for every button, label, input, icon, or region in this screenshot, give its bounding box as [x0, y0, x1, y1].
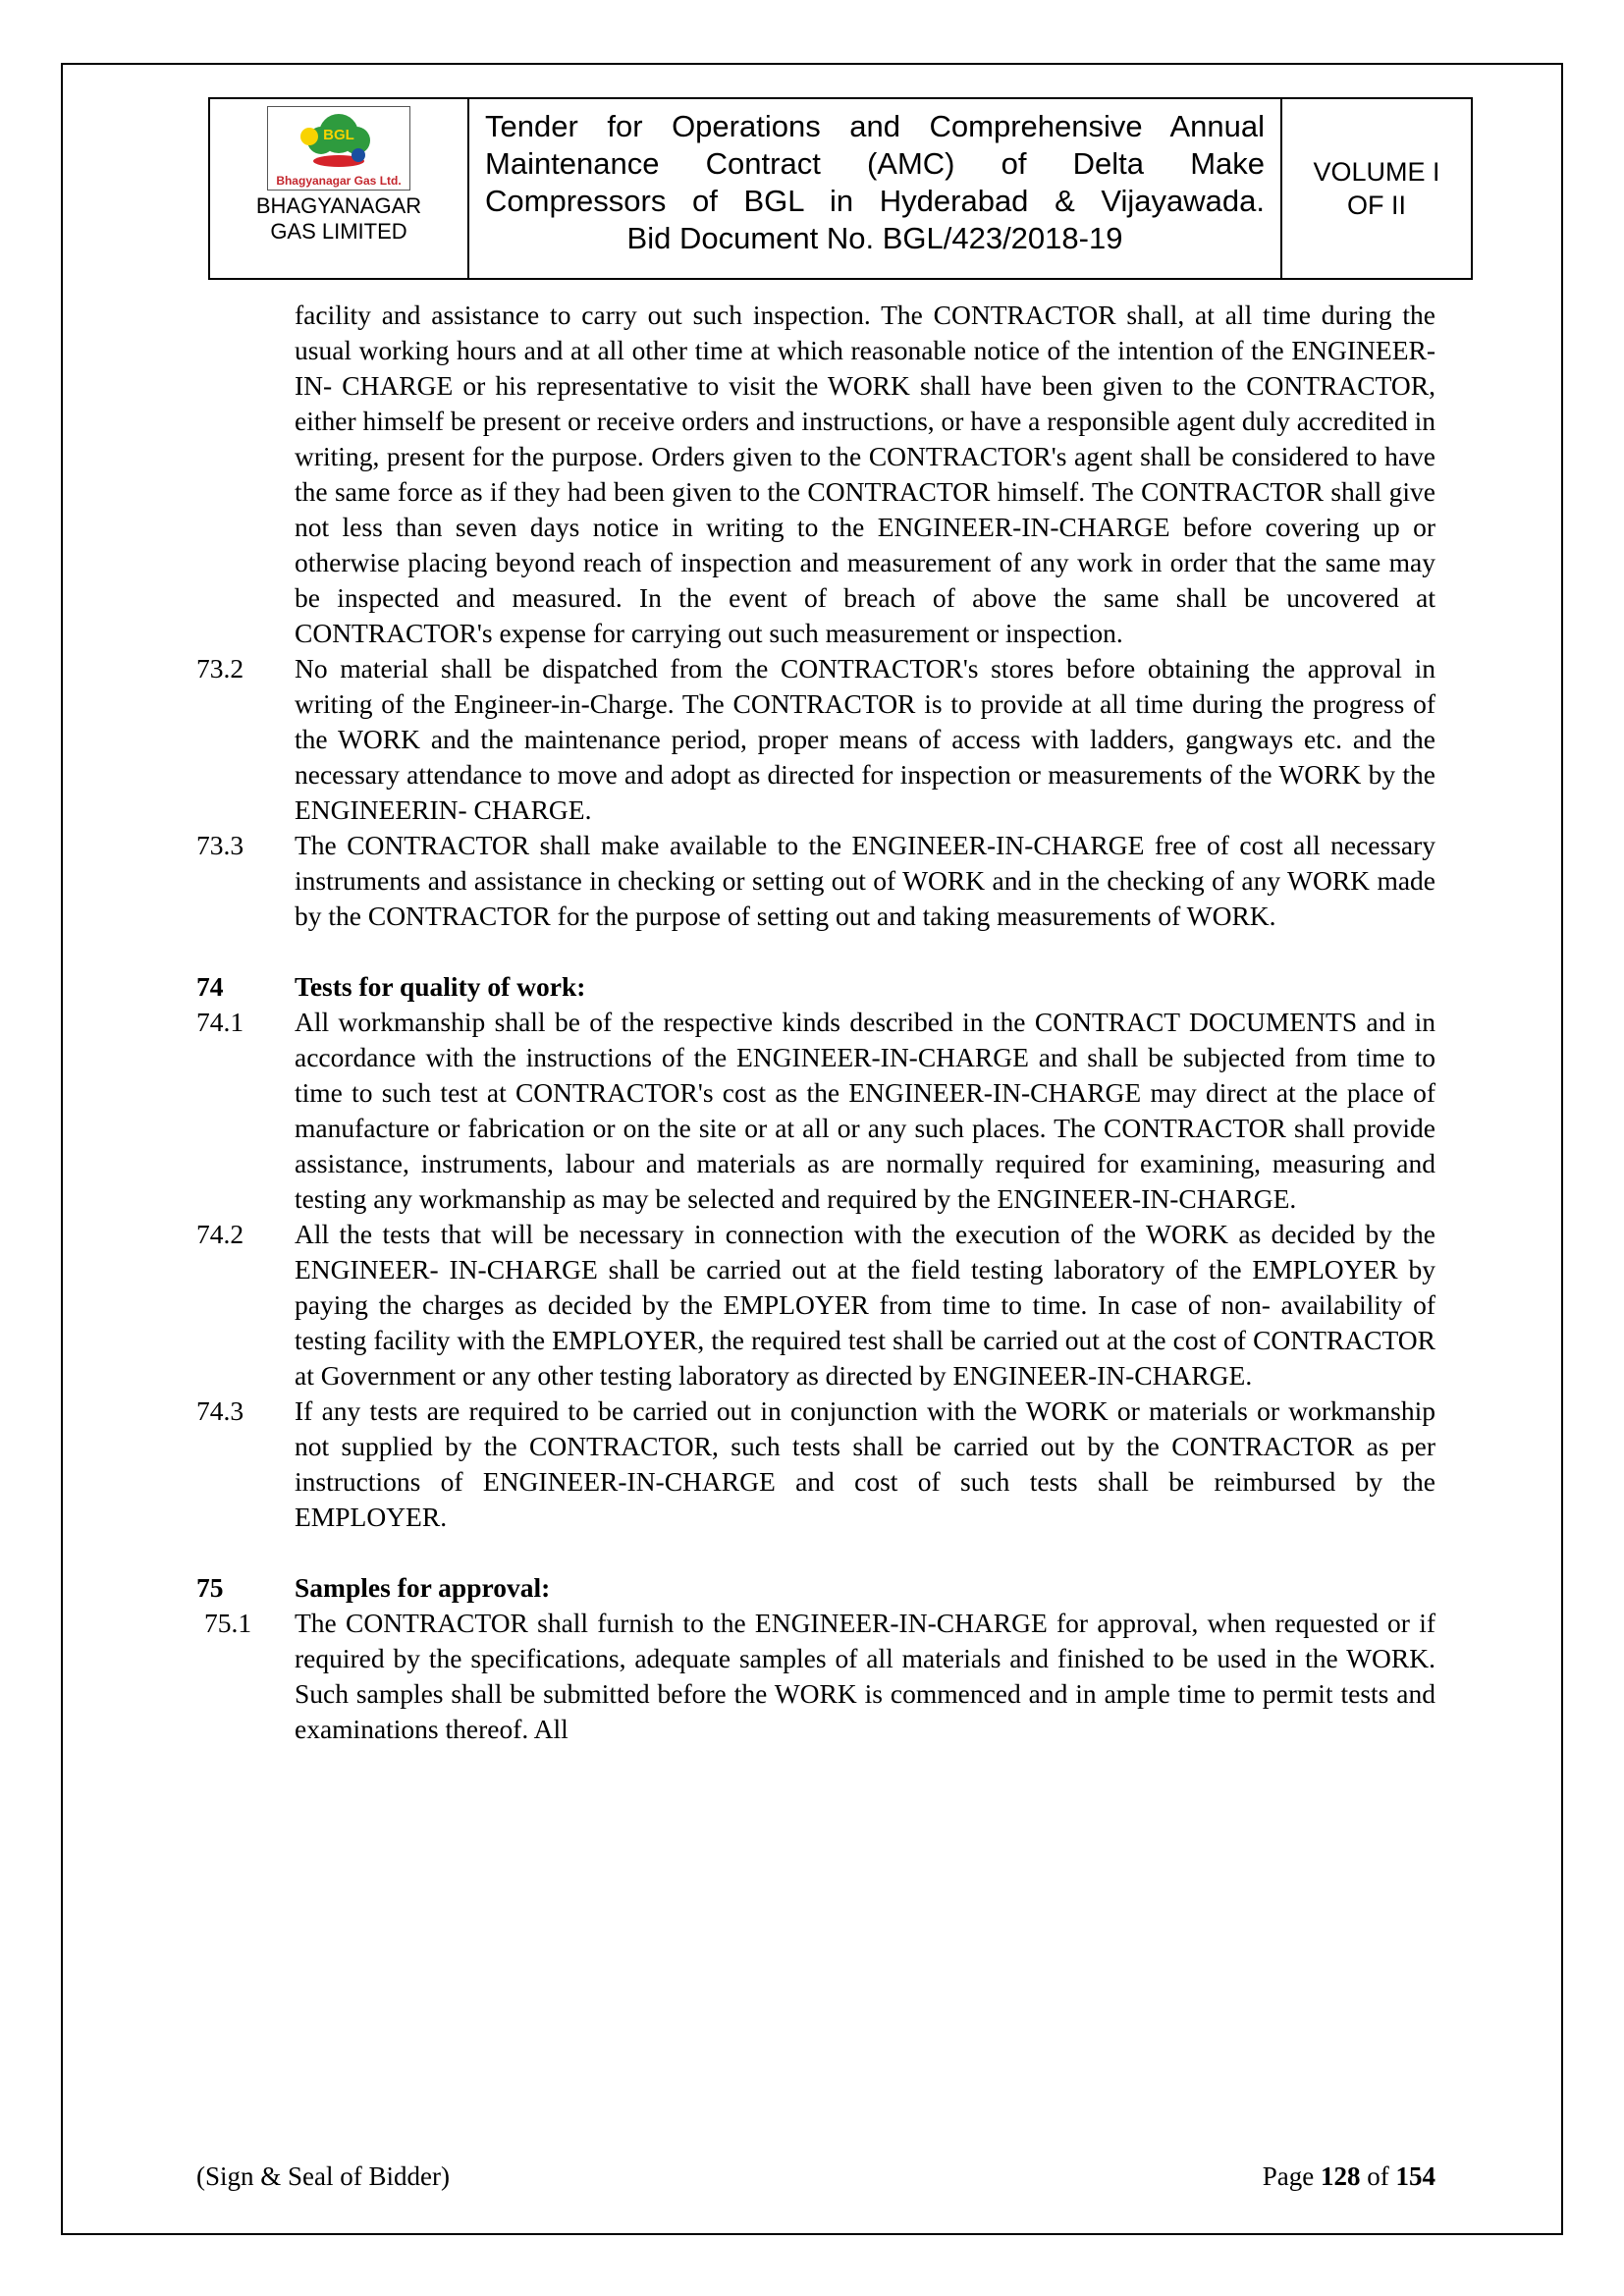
volume-line: OF II — [1347, 191, 1406, 220]
clause-number: 74.2 — [196, 1219, 244, 1249]
clause-number: 74.3 — [196, 1395, 244, 1426]
paragraph — [196, 1217, 1435, 1394]
clause-text: No material shall be dispatched from the CONTRACTOR's stores before obtaining the approval in writing of the Engineer-in-Charge. The CONTRACTOR is to provide at all time during the progress of the WORK and the maintenance period, proper means of access with ladders, gangways etc. and the necessary attendance to move and adopt as directed for inspection or measurements of the WORK by the ENGINEERIN- CHARGE. — [295, 653, 1435, 825]
title-cell — [469, 99, 1282, 278]
section-title: Samples for approval: — [295, 1572, 551, 1603]
page-number — [1263, 2161, 1435, 2192]
logo-monogram: BGL — [323, 127, 354, 143]
clause-text: facility and assistance to carry out such inspection. The CONTRACTOR shall, at all time during the usual working hours and at all other time at which reasonable notice of the intention of the ENGINEER-IN- CHARGE or his representative to visit the WORK shall have been given to the CONTRACTOR, either himself be present or receive orders and instructions, or have a responsible agent duly accredited in writing, present for the purpose. Orders given to the CONTRACTOR's agent shall be considered to have the same force as if they had been given to the CONTRACTOR himself. The CONTRACTOR shall give not less than seven days notice in writing to the ENGINEER-IN-CHARGE before covering up or otherwise placing beyond reach of inspection and measurement of any work in order that the same may be inspected and measured. In the event of breach of above the same shall be uncovered at CONTRACTOR's expense for carrying out such measurement or inspection. — [295, 300, 1435, 648]
clause-number: 73.2 — [196, 653, 244, 683]
company-logo — [267, 106, 410, 191]
clause-text: All workmanship shall be of the respective kinds described in the CONTRACT DOCUMENTS and in accordance with the instructions of the ENGINEER-IN-CHARGE and shall be subjected from time to time to such test at CONTRACTOR's cost as the ENGINEER-IN-CHARGE may direct at the place of manufacture or fabrication or on the site or at all or any such places. The CONTRACTOR shall provide assistance, instruments, labour and materials as are normally required for examining, measuring and testing any workmanship as may be selected and required by the ENGINEER-IN-CHARGE. — [295, 1007, 1435, 1214]
clause-number: 73.3 — [196, 830, 244, 860]
title-line: Maintenance Contract (AMC) of Delta Make — [485, 146, 1265, 181]
clause-number: 74.1 — [196, 1007, 244, 1037]
section-heading — [196, 969, 1435, 1005]
section-heading — [196, 1570, 1435, 1606]
page-word: Page — [1262, 2161, 1315, 2191]
sign-seal-note: (Sign & Seal of Bidder) — [196, 2161, 450, 2191]
clause-number: 75.1 — [204, 1608, 252, 1638]
paragraph — [196, 1394, 1435, 1535]
section-number: 75 — [196, 1572, 224, 1603]
of-word: of — [1367, 2161, 1389, 2191]
volume-line: VOLUME I — [1313, 157, 1440, 187]
page-footer — [196, 2161, 1435, 2192]
clause-text: The CONTRACTOR shall furnish to the ENGINEER-IN-CHARGE for approval, when requested or if required by the specifications, adequate samples of all materials and finished to be used in the WORK. Such samples shall be submitted before the WORK is commenced and in ample time to permit tests and examinations thereof. All — [295, 1608, 1435, 1744]
bid-document-number: Bid Document No. BGL/423/2018-19 — [626, 221, 1123, 255]
header-table — [208, 97, 1473, 280]
page-total: 154 — [1395, 2161, 1435, 2191]
title-line: Tender for Operations and Comprehensive Annual — [485, 109, 1265, 143]
clause-text: The CONTRACTOR shall make available to the ENGINEER-IN-CHARGE free of cost all necessary instruments and assistance in checking or setting out of WORK and in the checking of any WORK made by the CONTRACTOR for the purpose of setting out and taking measurements of WORK. — [295, 830, 1435, 931]
logo-tagline: Bhagyanagar Gas Ltd. — [276, 174, 402, 188]
bgl-logo-icon — [280, 110, 398, 175]
company-name: BHAGYANAGAR GAS LIMITED — [255, 193, 422, 244]
clause-number — [196, 298, 295, 651]
page-border — [61, 63, 1563, 2235]
section-title: Tests for quality of work: — [295, 971, 586, 1002]
paragraph-continuation — [196, 298, 1435, 651]
title-line: Compressors of BGL in Hyderabad & Vijayawada. — [485, 184, 1265, 218]
clause-text: All the tests that will be necessary in connection with the execution of the WORK as decided by the ENGINEER- IN-CHARGE shall be carried out at the field testing laboratory of the EMPLOYER by paying the charges as decided by the EMPLOYER from time to time. In case of non- availability of testing facility with the EMPLOYER, the required test shall be carried out at the cost of CONTRACTOR at Government or any other testing laboratory as directed by ENGINEER-IN-CHARGE. — [295, 1219, 1435, 1391]
volume-cell — [1282, 99, 1471, 278]
paragraph — [196, 1606, 1435, 1747]
paragraph — [196, 1005, 1435, 1217]
logo-cell — [210, 99, 469, 278]
paragraph — [196, 651, 1435, 828]
paragraph — [196, 828, 1435, 934]
clause-text: If any tests are required to be carried out in conjunction with the WORK or materials or workmanship not supplied by the CONTRACTOR, such tests shall be carried out by the CONTRACTOR as per instructions of ENGINEER-IN-CHARGE and cost of such tests shall be reimbursed by the EMPLOYER. — [295, 1395, 1435, 1532]
document-body — [196, 298, 1435, 1747]
page-current: 128 — [1321, 2161, 1361, 2191]
section-number: 74 — [196, 971, 224, 1002]
